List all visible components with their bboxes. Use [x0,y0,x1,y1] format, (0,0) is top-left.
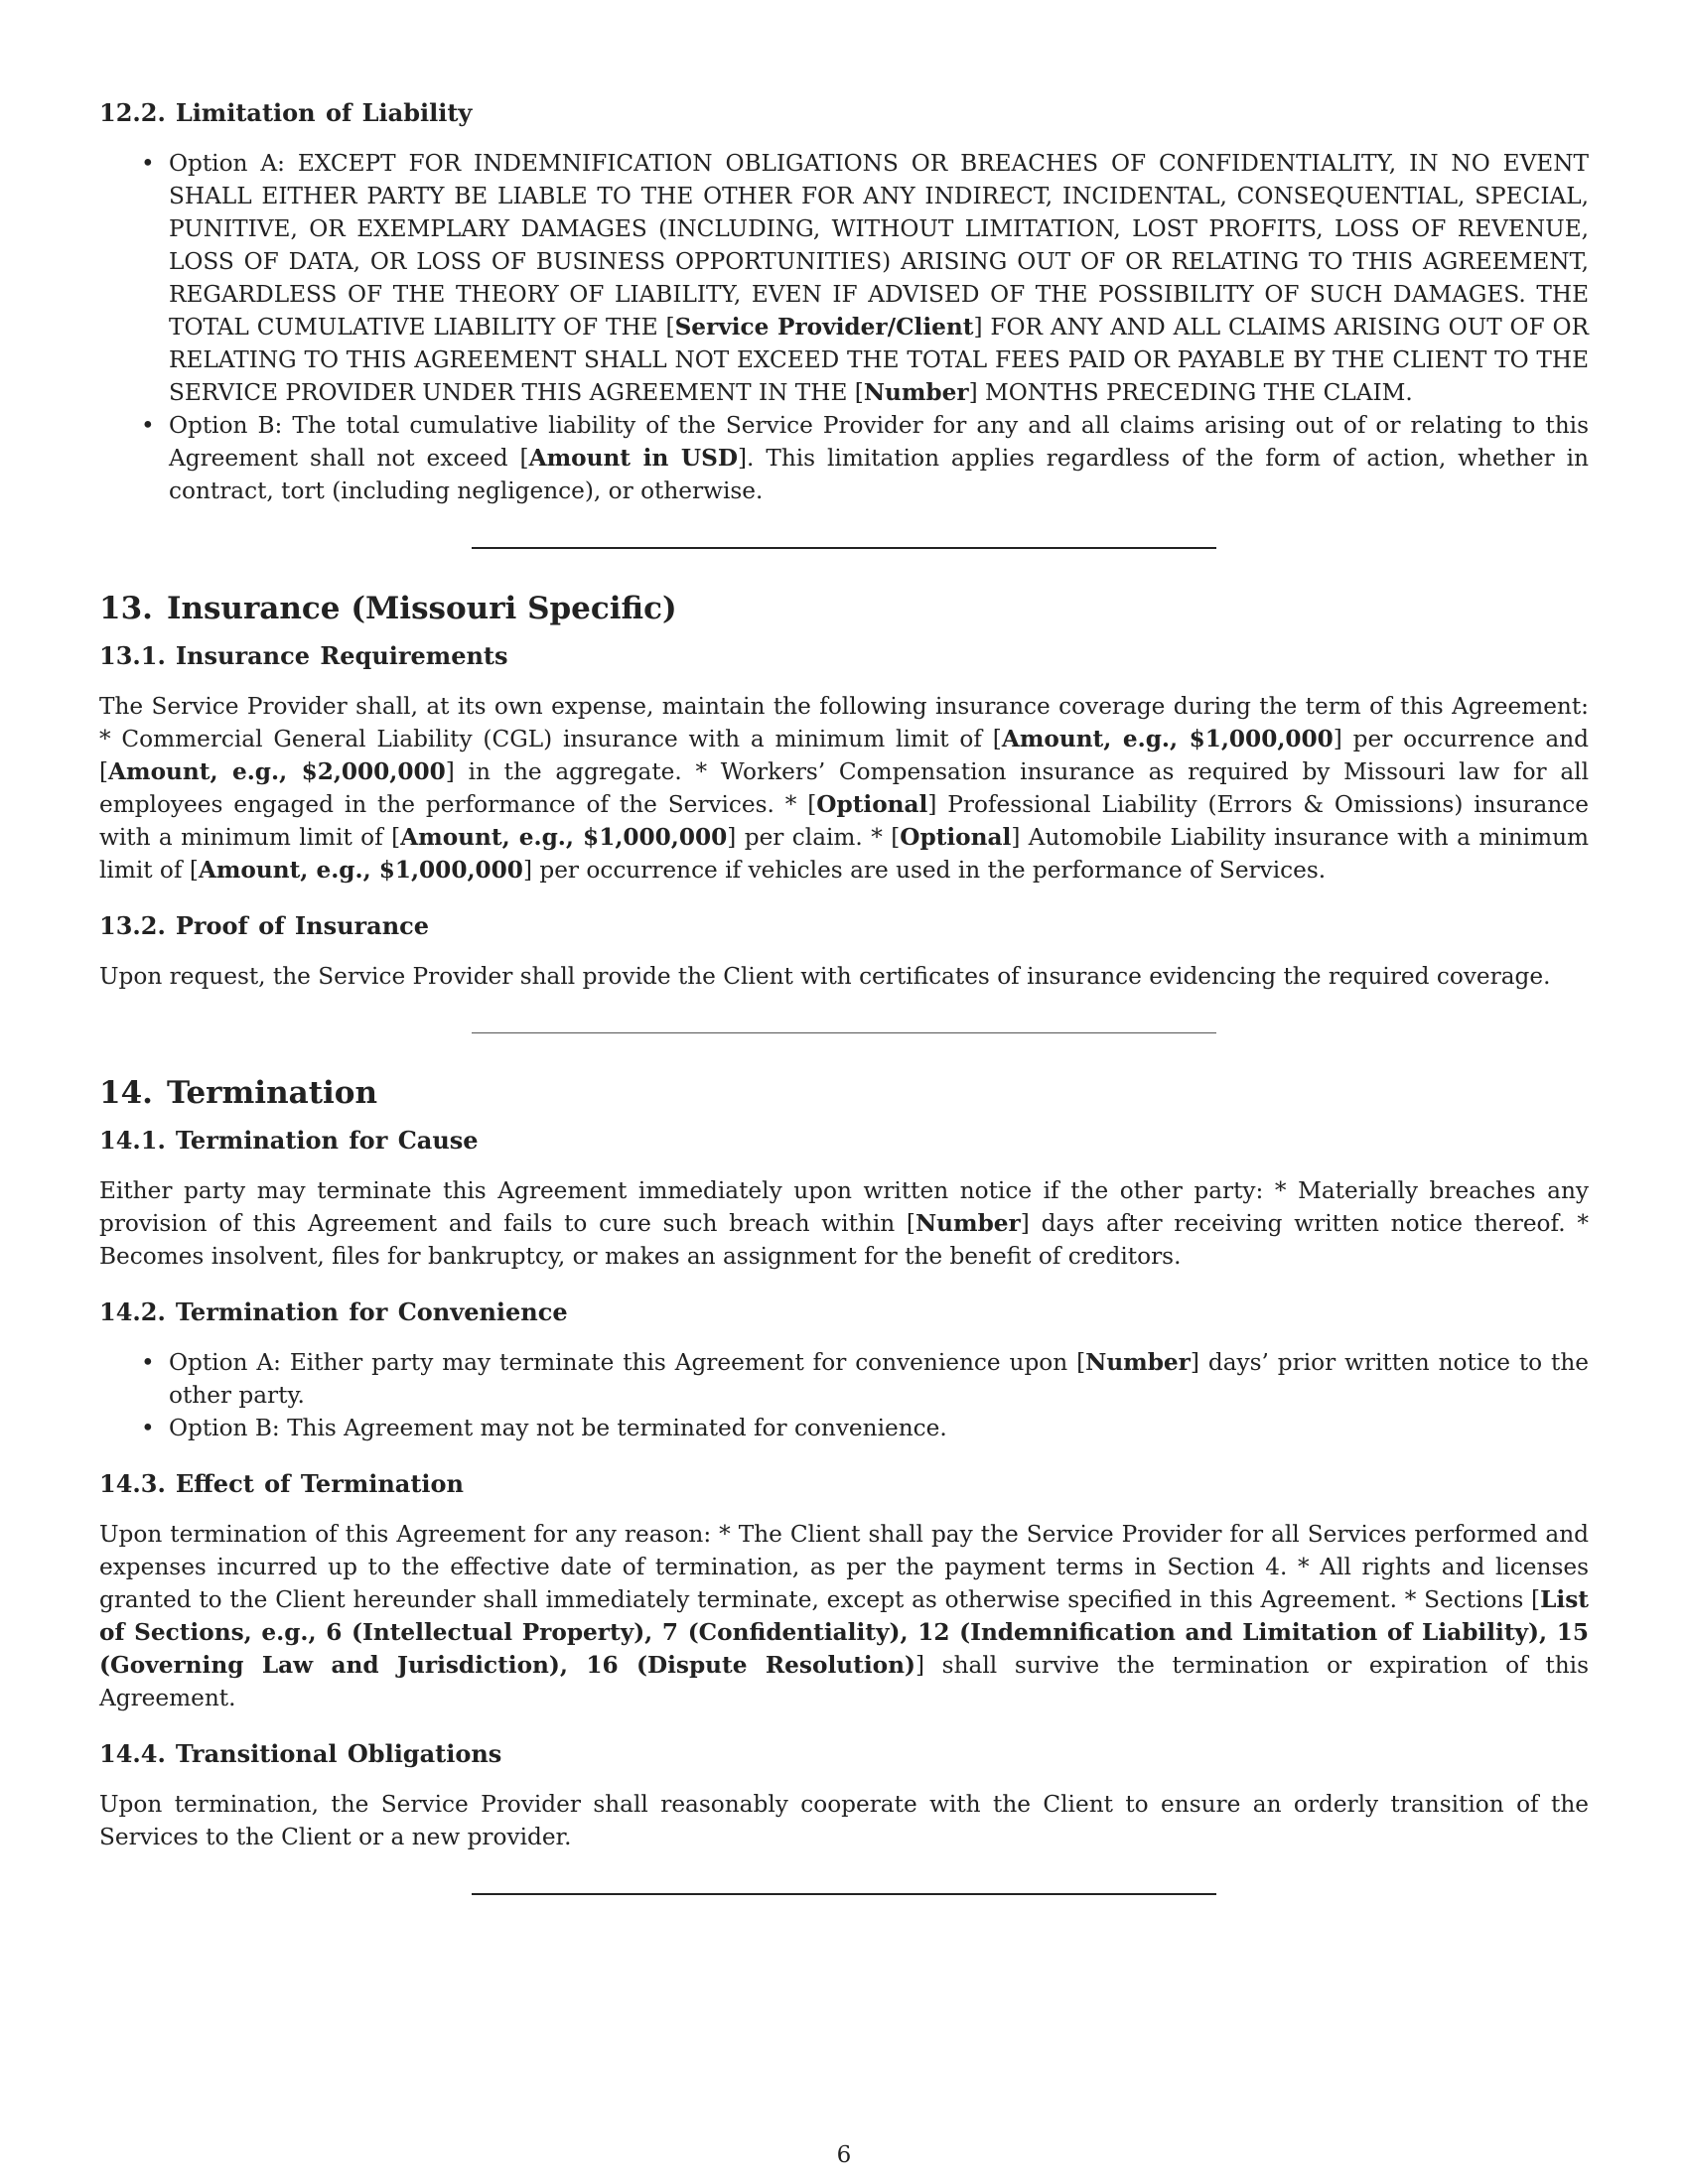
liability-option-b: • Option B: The total cumulative liability of the Service Provider for any and all claims arising out of or relating to this Agreement shall not exceed [Amount in USD]. This limitation applies regardless of the form of action, whether in contract, tort (including negligence), or otherwise. [169,409,1589,507]
section-14-1-heading: 14.1. Termination for Cause [99,1126,479,1155]
section-13-1-heading: 13.1. Insurance Requirements [99,641,508,670]
page-number: 6 [836,2142,852,2168]
section-14-heading: 14. Termination [99,1075,378,1111]
section-divider [472,1032,1216,1033]
convenience-option-a: • Option A: Either party may terminate this Agreement for convenience upon [Number] days’ prior written notice to the other party. [169,1346,1589,1412]
termination-for-cause-text: Either party may terminate this Agreement immediately upon written notice if the other party: * Materially breaches any provision of this Agreement and fails to cure such breach within [Number] days after receiving written notice thereof. * Becomes insolvent, files for bankruptcy, or makes an assignment for the benefit of creditors. [99,1177,1589,1270]
transitional-obligations-text: Upon termination, the Service Provider shall reasonably cooperate with the Client to ensure an orderly transition of the Services to the Client or a new provider. [99,1791,1589,1850]
liability-options-list [99,147,1589,507]
convenience-option-b: • Option B: This Agreement may not be terminated for convenience. [169,1412,1589,1444]
proof-of-insurance-text: Upon request, the Service Provider shall provide the Client with certificates of insurance evidencing the required coverage. [99,963,1551,990]
section-14-2-heading: 14.2. Termination for Convenience [99,1297,568,1326]
convenience-options-list [99,1346,1589,1444]
section-13-heading: 13. Insurance (Missouri Specific) [99,591,677,626]
liability-option-a: • Option A: EXCEPT FOR INDEMNIFICATION OBLIGATIONS OR BREACHES OF CONFIDENTIALITY, IN NO EVENT SHALL EITHER PARTY BE LIABLE TO THE OTHER FOR ANY INDIRECT, INCIDENTAL, CONSEQUENTIAL, SPECIAL, PUNITIVE, OR EXEMPLARY DAMAGES (INCLUDING, WITHOUT LIMITATION, LOST PROFITS, LOSS OF REVENUE, LOSS OF DATA, OR LOSS OF BUSINESS OPPORTUNITIES) ARISING OUT OF OR RELATING TO THIS AGREEMENT, REGARDLESS OF THE THEORY OF LIABILITY, EVEN IF ADVISED OF THE POSSIBILITY OF SUCH DAMAGES. THE TOTAL CUMULATIVE LIABILITY OF THE [Service Provider/Client] FOR ANY AND ALL CLAIMS ARISING OUT OF OR RELATING TO THIS AGREEMENT SHALL NOT EXCEED THE TOTAL FEES PAID OR PAYABLE BY THE CLIENT TO THE SERVICE PROVIDER UNDER THIS AGREEMENT IN THE [Number] MONTHS PRECEDING THE CLAIM. [169,147,1589,409]
section-divider [472,547,1216,549]
effect-of-termination-text: Upon termination of this Agreement for any reason: * The Client shall pay the Service Provider for all Services performed and expenses incurred up to the effective date of termination, as per the payment terms in Section 4. * All rights and licenses granted to the Client hereunder shall immediately terminate, except as otherwise specified in this Agreement. * Sections [List of Sections, e.g., 6 (Intellectual Property), 7 (Confidentiality), 12 (Indemnification and Limitation of Liability), 15 (Governing Law and Jurisdiction), 16 (Dispute Resolution)] shall survive the termination or expiration of this Agreement. [99,1521,1589,1711]
section-12-2-heading: 12.2. Limitation of Liability [99,98,473,127]
section-14-4-heading: 14.4. Transitional Obligations [99,1739,502,1768]
section-14-3-heading: 14.3. Effect of Termination [99,1469,465,1498]
section-13-2-heading: 13.2. Proof of Insurance [99,911,430,940]
insurance-requirements-text: The Service Provider shall, at its own expense, maintain the following insurance coverage during the term of this Agreement: * Commercial General Liability (CGL) insurance with a minimum limit of [Amount, e.g., $1,000,000] per occurrence and [Amount, e.g., $2,000,000] in the aggregate. * Workers’ Compensation insurance as required by Missouri law for all employees engaged in the performance of the Services. * [Optional] Professional Liability (Errors & Omissions) insurance with a minimum limit of [Amount, e.g., $1,000,000] per claim. * [Optional] Automobile Liability insurance with a minimum limit of [Amount, e.g., $1,000,000] per occurrence if vehicles are used in the performance of Services. [99,693,1590,884]
section-divider [472,1893,1216,1895]
